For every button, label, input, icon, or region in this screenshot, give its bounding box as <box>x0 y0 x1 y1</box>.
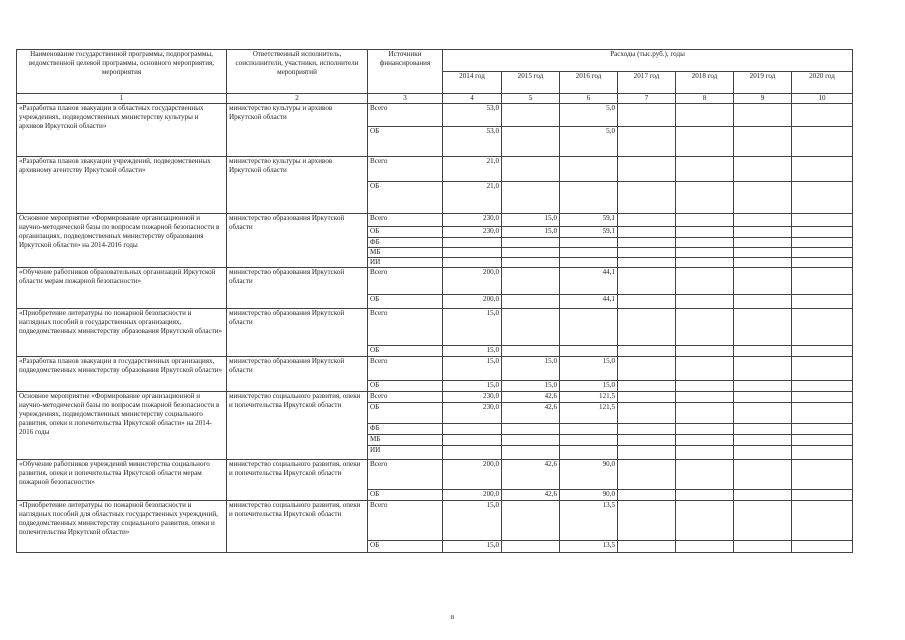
expense-value <box>676 490 734 501</box>
header-year: 2019 год <box>734 72 792 94</box>
expense-value <box>734 501 792 541</box>
funding-source: Всего <box>368 392 443 403</box>
measure-name: «Обучение работников учреждений министерства социального развития, опеки и попечительства Иркутской области мерам пожарной безопасности» <box>17 460 227 501</box>
expense-value <box>502 248 560 258</box>
expense-value <box>560 446 618 460</box>
expense-value <box>502 346 560 357</box>
expense-value <box>676 227 734 238</box>
expense-value <box>734 157 792 182</box>
expense-value: 200,0 <box>443 295 502 309</box>
table-row <box>17 460 853 490</box>
expense-value: 15,0 <box>502 357 560 381</box>
column-number: 3 <box>368 94 443 104</box>
expense-value <box>734 424 792 435</box>
expense-value: 15,0 <box>560 381 618 392</box>
expense-value <box>618 501 676 541</box>
expense-value: 121,5 <box>560 392 618 403</box>
expense-value <box>734 357 792 381</box>
expense-value <box>676 541 734 553</box>
funding-source: ОБ <box>368 127 443 157</box>
expense-value <box>443 258 502 268</box>
funding-source: Всего <box>368 268 443 295</box>
funding-source: ФБ <box>368 238 443 248</box>
expense-value <box>792 446 853 460</box>
expense-value <box>676 258 734 268</box>
expense-value <box>734 258 792 268</box>
measure-name: Основное мероприятие «Формирование организационной и научно-методической базы по вопросам пожарной безопасности в организациях, подведомственных министерству образования Иркутской области» на 2014-2016 годы <box>17 214 227 268</box>
expense-value <box>792 357 853 381</box>
table-row <box>17 392 853 403</box>
expense-value <box>792 460 853 490</box>
expense-value <box>502 541 560 553</box>
expense-value <box>792 238 853 248</box>
funding-source: Всего <box>368 157 443 182</box>
expense-value: 15,0 <box>502 214 560 227</box>
expense-value <box>560 435 618 446</box>
expense-value <box>792 227 853 238</box>
funding-source: Всего <box>368 357 443 381</box>
expense-value <box>443 238 502 248</box>
funding-source: МБ <box>368 435 443 446</box>
expense-value <box>676 295 734 309</box>
expense-value <box>618 127 676 157</box>
expense-value <box>734 490 792 501</box>
measure-executor: министерство культуры и архивов Иркутской области <box>227 157 368 214</box>
expense-value <box>734 435 792 446</box>
table-row <box>17 268 853 295</box>
expense-value: 42,6 <box>502 392 560 403</box>
expense-value: 13,5 <box>560 501 618 541</box>
expense-value <box>734 392 792 403</box>
expense-value: 53,0 <box>443 104 502 127</box>
expense-value <box>676 248 734 258</box>
expense-value: 13,5 <box>560 541 618 553</box>
expense-value <box>618 258 676 268</box>
expense-value: 230,0 <box>443 214 502 227</box>
expense-value <box>676 346 734 357</box>
expense-value <box>792 295 853 309</box>
expense-value: 200,0 <box>443 490 502 501</box>
expense-value <box>502 295 560 309</box>
expense-value: 15,0 <box>443 309 502 346</box>
expense-value <box>618 403 676 424</box>
expense-value <box>560 182 618 214</box>
header-executor: Ответственный исполнитель, соисполнители, участники, исполнители мероприятий <box>227 50 368 94</box>
expense-value: 5,0 <box>560 104 618 127</box>
expense-value <box>443 446 502 460</box>
expense-value: 21,0 <box>443 182 502 214</box>
funding-source: ИИ <box>368 258 443 268</box>
expense-value <box>676 268 734 295</box>
expense-value <box>560 238 618 248</box>
expense-value <box>618 214 676 227</box>
expense-value <box>618 309 676 346</box>
expense-value <box>734 182 792 214</box>
measure-name: Основное мероприятие «Формирование организационной и научно-методической базы по вопросам пожарной безопасности в учреждениях, подведомственных министерству социального развития, опеки и попечительства Иркутской области» на 2014-2016 годы <box>17 392 227 460</box>
expense-value: 90,0 <box>560 490 618 501</box>
table-row <box>17 357 853 381</box>
expense-value <box>734 214 792 227</box>
expense-value <box>560 157 618 182</box>
measure-executor: министерство образования Иркутской области <box>227 268 368 309</box>
expense-value: 15,0 <box>443 381 502 392</box>
expense-value <box>734 295 792 309</box>
expense-value <box>618 104 676 127</box>
column-number: 7 <box>618 94 676 104</box>
expense-value <box>734 227 792 238</box>
expense-value: 53,0 <box>443 127 502 157</box>
expense-value: 42,6 <box>502 490 560 501</box>
header-source: Источники финансирования <box>368 50 443 94</box>
expense-value <box>676 127 734 157</box>
expense-value <box>618 460 676 490</box>
column-numbers-row <box>17 94 853 104</box>
expense-value: 90,0 <box>560 460 618 490</box>
expense-value <box>792 104 853 127</box>
expense-value <box>676 309 734 346</box>
expense-value <box>734 346 792 357</box>
expense-value <box>734 127 792 157</box>
expense-value: 200,0 <box>443 460 502 490</box>
funding-source: Всего <box>368 214 443 227</box>
expense-value <box>792 541 853 553</box>
expense-value <box>618 182 676 214</box>
measure-executor: министерство социального развития, опеки и попечительства Иркутской области <box>227 460 368 501</box>
expense-value <box>618 157 676 182</box>
funding-source: Всего <box>368 501 443 541</box>
header-year: 2015 год <box>502 72 560 94</box>
expense-value <box>676 501 734 541</box>
header-year: 2017 год <box>618 72 676 94</box>
funding-source: ОБ <box>368 490 443 501</box>
expense-value <box>618 238 676 248</box>
column-number: 9 <box>734 94 792 104</box>
expense-value: 230,0 <box>443 403 502 424</box>
expense-value <box>618 381 676 392</box>
header-name: Наименование государственной программы, подпрограммы, ведомственной целевой программы, основного мероприятия, мероприятия <box>17 50 227 94</box>
expense-value <box>560 309 618 346</box>
funding-source: ОБ <box>368 541 443 553</box>
expense-value <box>792 501 853 541</box>
expense-value <box>502 258 560 268</box>
measure-executor: министерство образования Иркутской области <box>227 309 368 357</box>
expense-value: 42,6 <box>502 403 560 424</box>
column-number: 2 <box>227 94 368 104</box>
expense-value <box>792 157 853 182</box>
funding-source: МБ <box>368 248 443 258</box>
expense-value <box>502 182 560 214</box>
column-number: 6 <box>560 94 618 104</box>
expense-value <box>618 346 676 357</box>
expense-value <box>502 238 560 248</box>
column-number: 8 <box>676 94 734 104</box>
column-number: 1 <box>17 94 227 104</box>
expense-value <box>792 403 853 424</box>
expense-value <box>502 501 560 541</box>
measure-name: «Обучение работников образовательных организаций Иркутской области мерам пожарной безопасности» <box>17 268 227 309</box>
expense-value <box>792 182 853 214</box>
funding-source: Всего <box>368 104 443 127</box>
expense-value <box>560 248 618 258</box>
table-row <box>17 214 853 227</box>
header-year: 2016 год <box>560 72 618 94</box>
expense-value <box>734 446 792 460</box>
expense-value <box>734 268 792 295</box>
expense-value: 15,0 <box>443 346 502 357</box>
expense-value <box>676 460 734 490</box>
expense-value <box>792 214 853 227</box>
expense-value: 230,0 <box>443 227 502 238</box>
funding-source: ОБ <box>368 381 443 392</box>
expense-value: 59,1 <box>560 214 618 227</box>
column-number: 10 <box>792 94 853 104</box>
measure-name: «Разработка планов эвакуации в областных государственных учреждениях, подведомственных министерству культуры и архивов Иркутской области» <box>17 104 227 157</box>
expense-value <box>502 127 560 157</box>
expense-value <box>676 357 734 381</box>
expense-value <box>676 157 734 182</box>
expense-value <box>443 424 502 435</box>
expense-value <box>618 392 676 403</box>
table-row <box>17 501 853 541</box>
expense-value <box>676 435 734 446</box>
measure-executor: министерство образования Иркутской области <box>227 357 368 392</box>
funding-source: ОБ <box>368 295 443 309</box>
expense-value <box>502 309 560 346</box>
expense-value: 21,0 <box>443 157 502 182</box>
measure-name: «Приобретение литературы по пожарной безопасности и наглядных пособий для областных государственных учреждений, подведомственных министерству социального развития, опеки и попечительства Иркутской области» <box>17 501 227 553</box>
header-year: 2014 год <box>443 72 502 94</box>
expense-value <box>734 248 792 258</box>
expense-value <box>734 541 792 553</box>
funding-source: Всего <box>368 460 443 490</box>
header-year: 2020 год <box>792 72 853 94</box>
expense-value <box>734 403 792 424</box>
expense-value: 15,0 <box>443 501 502 541</box>
expense-value <box>792 258 853 268</box>
expense-value <box>502 157 560 182</box>
expense-value <box>676 214 734 227</box>
expense-value <box>618 541 676 553</box>
expense-value: 230,0 <box>443 392 502 403</box>
table-row <box>17 309 853 346</box>
expense-value <box>734 460 792 490</box>
expense-value <box>618 435 676 446</box>
funding-source: ОБ <box>368 403 443 424</box>
expense-value <box>792 381 853 392</box>
budget-table <box>16 49 853 553</box>
funding-source: Всего <box>368 309 443 346</box>
expense-value <box>676 381 734 392</box>
header-expenses: Расходы (тыс.руб.), годы <box>443 50 853 72</box>
expense-value <box>734 381 792 392</box>
expense-value <box>618 446 676 460</box>
expense-value <box>792 435 853 446</box>
expense-value <box>618 268 676 295</box>
measure-name: «Разработка планов эвакуации учреждений, подведомственных архивному агентству Иркутской области» <box>17 157 227 214</box>
expense-value <box>676 446 734 460</box>
funding-source: ОБ <box>368 227 443 238</box>
funding-source: ФБ <box>368 424 443 435</box>
expense-value <box>502 446 560 460</box>
expense-value <box>676 182 734 214</box>
expense-value <box>792 490 853 501</box>
table-row <box>17 157 853 182</box>
expense-value <box>443 248 502 258</box>
expense-value <box>560 258 618 268</box>
measure-executor: министерство социального развития, опеки и попечительства Иркутской области <box>227 501 368 553</box>
expense-value: 15,0 <box>502 227 560 238</box>
measure-executor: министерство социального развития, опеки и попечительства Иркутской области <box>227 392 368 460</box>
measure-executor: министерство культуры и архивов Иркутской области <box>227 104 368 157</box>
expense-value <box>792 248 853 258</box>
expense-value: 200,0 <box>443 268 502 295</box>
expense-value <box>792 346 853 357</box>
expense-value <box>560 346 618 357</box>
expense-value <box>676 238 734 248</box>
expense-value <box>502 104 560 127</box>
expense-value <box>676 392 734 403</box>
expense-value <box>676 424 734 435</box>
expense-value <box>792 127 853 157</box>
expense-value <box>792 268 853 295</box>
expense-value <box>502 268 560 295</box>
expense-value <box>792 424 853 435</box>
expense-value <box>792 392 853 403</box>
column-number: 4 <box>443 94 502 104</box>
expense-value: 15,0 <box>560 357 618 381</box>
expense-value: 42,6 <box>502 460 560 490</box>
expense-value <box>618 295 676 309</box>
table-body <box>17 50 853 553</box>
expense-value <box>734 238 792 248</box>
funding-source: ОБ <box>368 346 443 357</box>
expense-value <box>618 490 676 501</box>
expense-value: 5,0 <box>560 127 618 157</box>
expense-value: 15,0 <box>443 357 502 381</box>
expense-value <box>618 227 676 238</box>
expense-value <box>443 435 502 446</box>
expense-value <box>618 424 676 435</box>
expense-value: 15,0 <box>502 381 560 392</box>
measure-name: «Приобретение литературы по пожарной безопасности и наглядных пособий в государственных организациях, подведомственных министерству образования Иркутской области» <box>17 309 227 357</box>
expense-value <box>676 403 734 424</box>
measure-name: «Разработка планов эвакуации в государственных организациях, подведомственных министерству образования Иркутской области» <box>17 357 227 392</box>
expense-value <box>618 357 676 381</box>
funding-source: ИИ <box>368 446 443 460</box>
header-row-1 <box>17 50 853 72</box>
page-number: 8 <box>450 614 455 621</box>
expense-value <box>792 309 853 346</box>
funding-source: ОБ <box>368 182 443 214</box>
expense-value <box>502 424 560 435</box>
expense-value <box>560 424 618 435</box>
expense-value: 59,1 <box>560 227 618 238</box>
expense-value <box>502 435 560 446</box>
column-number: 5 <box>502 94 560 104</box>
expense-value: 44,1 <box>560 268 618 295</box>
expense-value: 121,5 <box>560 403 618 424</box>
expense-value: 44,1 <box>560 295 618 309</box>
expense-value <box>676 104 734 127</box>
expense-value <box>734 309 792 346</box>
measure-executor: министерство образования Иркутской области <box>227 214 368 268</box>
expense-value: 15,0 <box>443 541 502 553</box>
expense-value <box>734 104 792 127</box>
table-row <box>17 104 853 127</box>
header-year: 2018 год <box>676 72 734 94</box>
expense-value <box>618 248 676 258</box>
